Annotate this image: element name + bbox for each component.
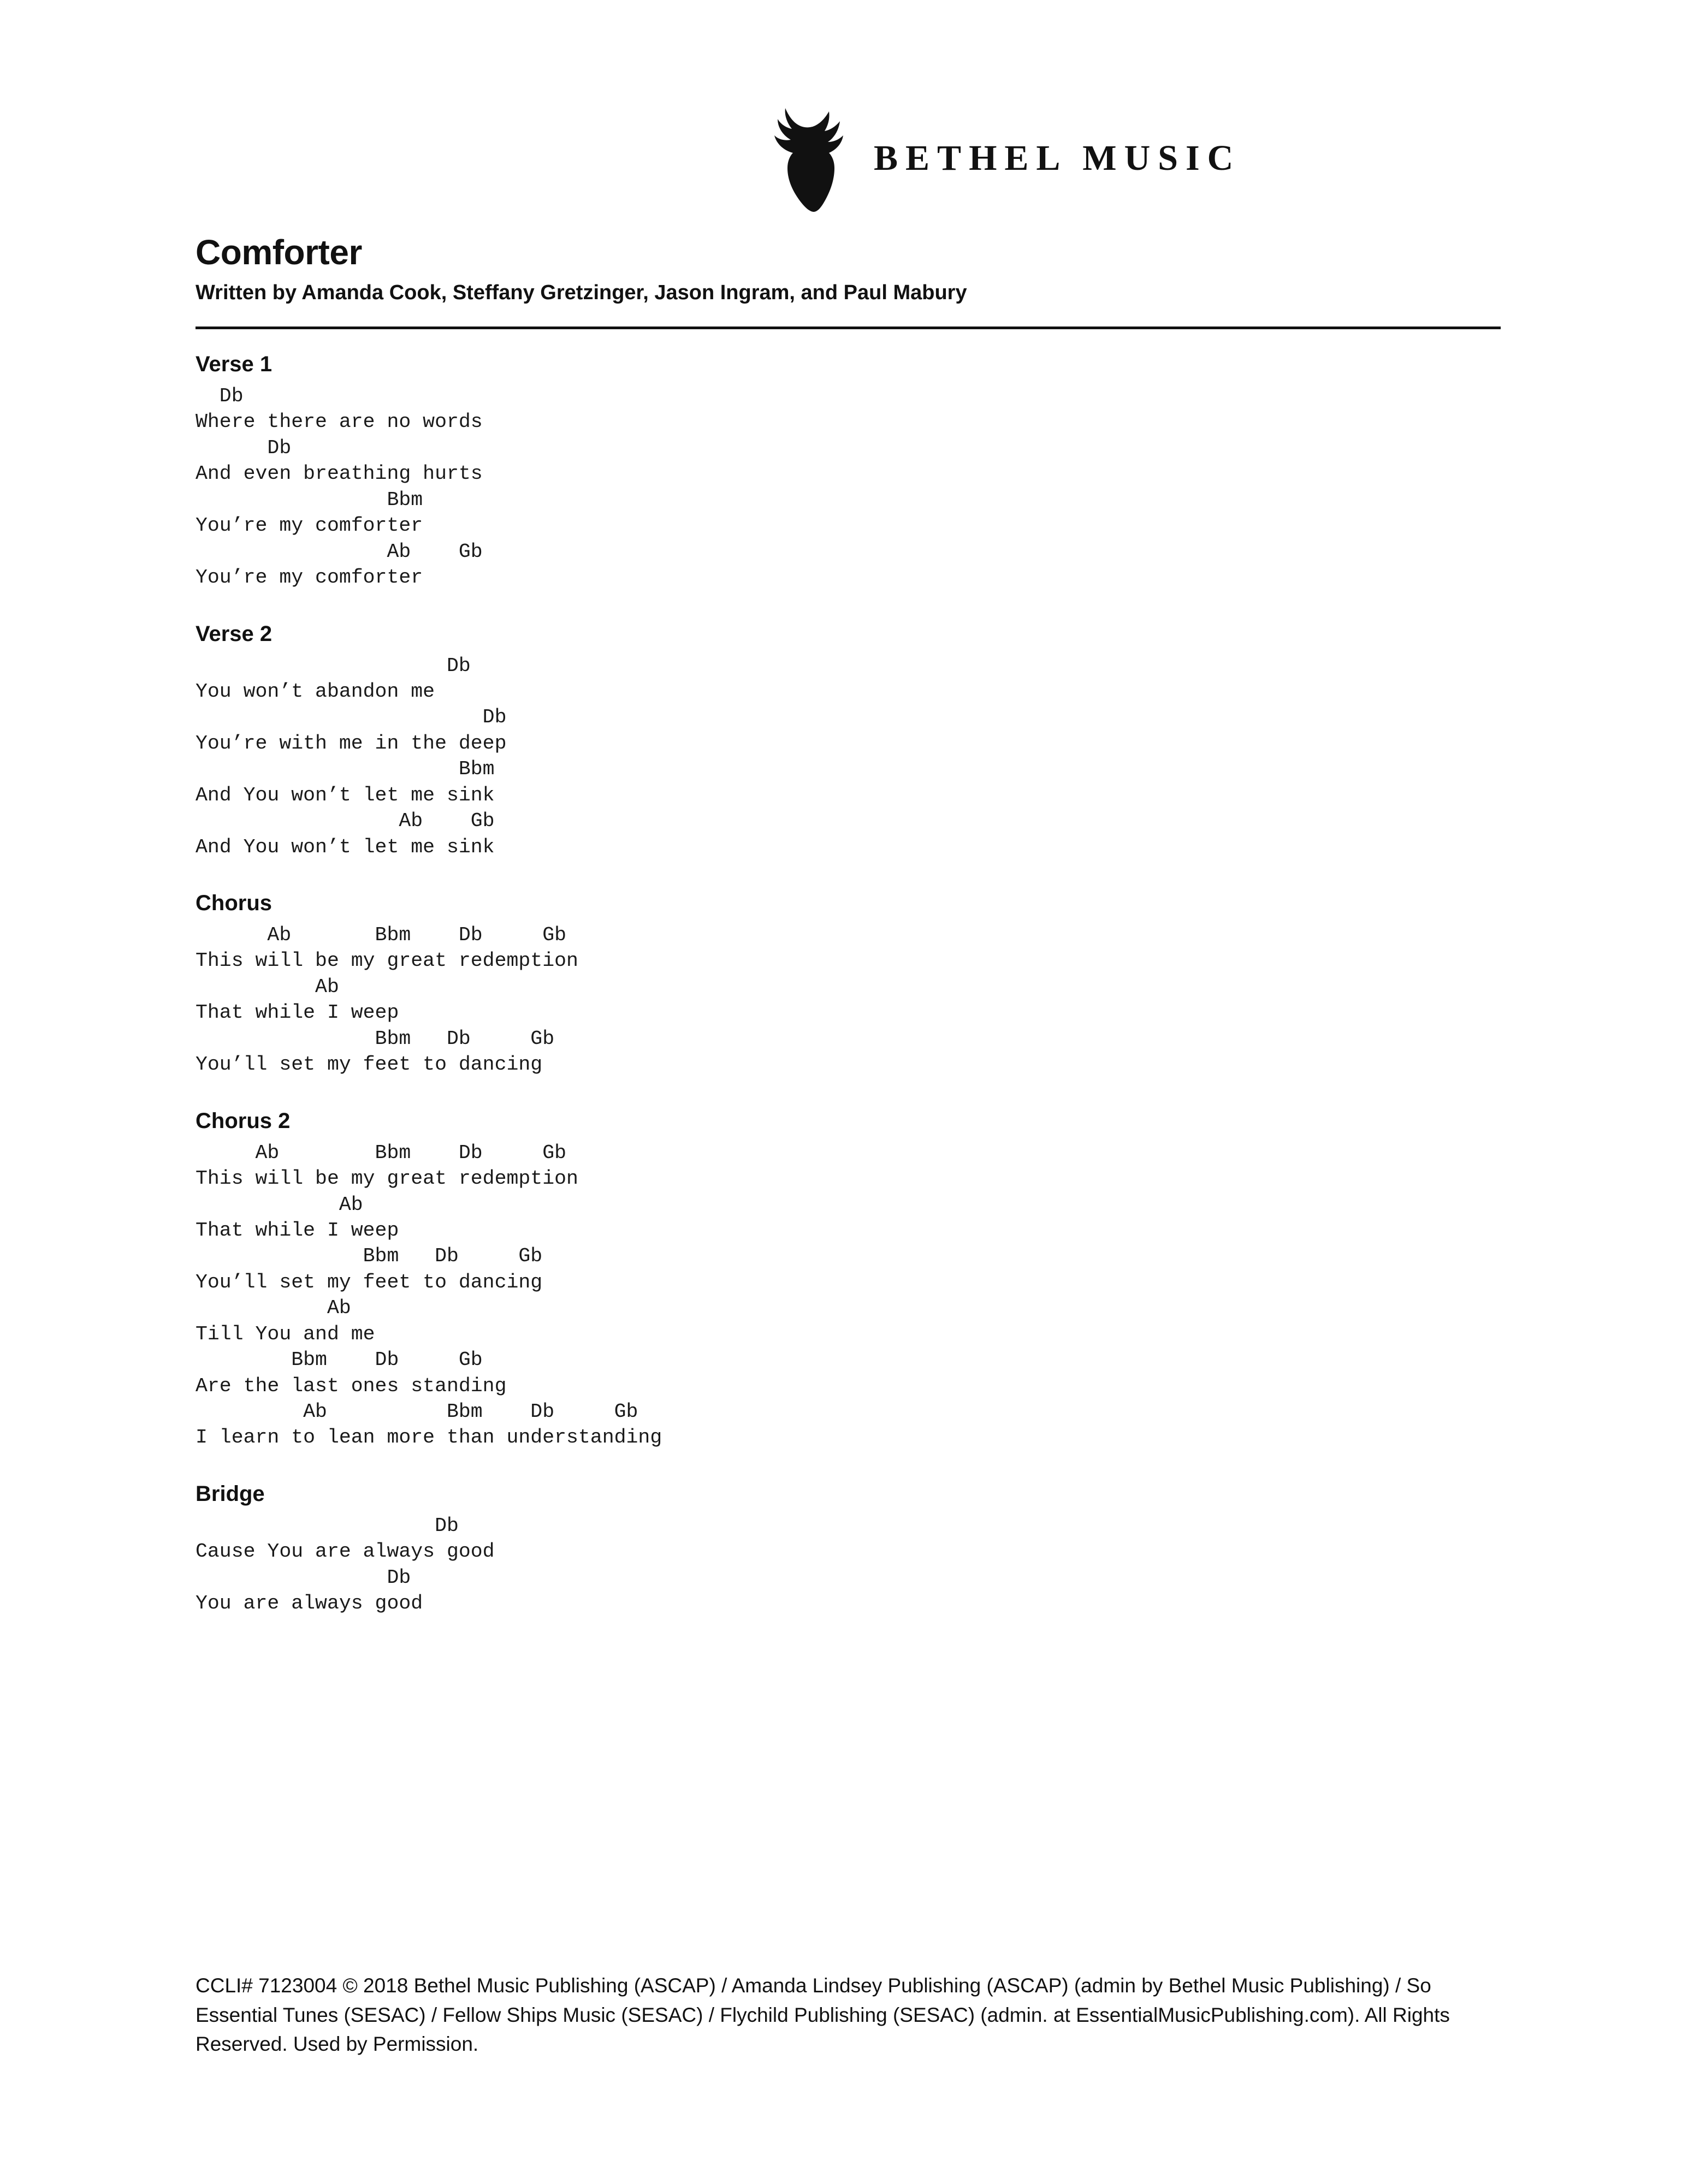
song-section — [196, 349, 1501, 591]
chord-lyric-line — [196, 1399, 1501, 1451]
song-section — [196, 1106, 1501, 1451]
section-title: Chorus 2 — [196, 1108, 291, 1133]
chord-line: Db — [196, 654, 471, 677]
bethel-music-logo — [754, 104, 1241, 213]
chord-lyric-line — [196, 1513, 1501, 1565]
chord-lyric-line — [196, 808, 1501, 860]
copyright-footer: CCLI# 7123004 © 2018 Bethel Music Publishing (ASCAP) / Amanda Lindsey Publishing (ASCAP) (admin by Bethel Music Publishing) / So Essential Tunes (SESAC) / Fellow Ships Music (SESAC) / Flychild Publishing (SESAC) (admin. at EssentialMusicPublishing.com). All Rights Reserved. Used by Permission. — [196, 1974, 1450, 2056]
lyric-line: You are always good — [196, 1592, 423, 1615]
chord-lyric-line — [196, 1347, 1501, 1399]
chord-line: Db — [196, 706, 507, 729]
chord-lyric-line — [196, 922, 1501, 974]
section-title: Bridge — [196, 1481, 265, 1506]
lyric-line: I learn to lean more than understanding — [196, 1426, 662, 1449]
chord-lyric-line — [196, 383, 1501, 435]
chord-lyric-line — [196, 704, 1501, 756]
song-section — [196, 888, 1501, 1078]
chord-line: Db — [196, 436, 292, 459]
section-title: Verse 1 — [196, 352, 273, 376]
chord-lyric-line — [196, 1026, 1501, 1078]
lyric-line: You’ll set my feet to dancing — [196, 1271, 543, 1293]
lyric-line: And even breathing hurts — [196, 462, 483, 485]
section-title: Verse 2 — [196, 621, 273, 646]
chord-lyric-line — [196, 539, 1501, 591]
section-title: Chorus — [196, 891, 272, 915]
song-body — [196, 349, 1501, 1645]
song-byline: Written by Amanda Cook, Steffany Gretzinger, Jason Ingram, and Paul Mabury — [196, 281, 967, 304]
chord-lyric-line — [196, 487, 1501, 539]
chord-line: Ab Gb — [196, 540, 483, 563]
chord-line: Db — [196, 1566, 411, 1589]
chord-line: Bbm Db Gb — [196, 1349, 483, 1372]
lyric-line: You’re my comforter — [196, 566, 423, 589]
chord-lyric-line — [196, 974, 1501, 1026]
lyric-line: Are the last ones standing — [196, 1374, 507, 1397]
lyric-line: That while I weep — [196, 1001, 399, 1024]
chord-line: Db — [196, 1514, 459, 1537]
logo-wordmark: BETHEL MUSIC — [874, 138, 1241, 178]
lyric-line: That while I weep — [196, 1219, 399, 1242]
chord-line: Bbm — [196, 758, 495, 781]
chord-line: Db — [196, 385, 244, 407]
lyric-line: Cause You are always good — [196, 1540, 495, 1563]
lyric-line: You won’t abandon me — [196, 680, 435, 703]
chord-lyric-line — [196, 1140, 1501, 1192]
header-divider — [196, 327, 1501, 329]
song-section — [196, 1479, 1501, 1617]
chord-lyric-line — [196, 1565, 1501, 1617]
chord-line: Ab — [196, 1193, 363, 1216]
lyric-line: And You won’t let me sink — [196, 784, 495, 806]
chord-lyric-line — [196, 1192, 1501, 1244]
chord-line: Ab — [196, 975, 339, 998]
chord-lyric-line — [196, 653, 1501, 705]
chord-line: Ab — [196, 1297, 351, 1320]
lyric-line: And You won’t let me sink — [196, 835, 495, 858]
chord-line: Bbm — [196, 488, 423, 511]
page-title: Comforter — [196, 233, 362, 272]
chord-line: Bbm Db Gb — [196, 1245, 543, 1268]
chord-line: Bbm Db Gb — [196, 1027, 555, 1050]
chord-lyric-line — [196, 756, 1501, 808]
chord-lyric-line — [196, 1295, 1501, 1347]
lyric-line: Where there are no words — [196, 411, 483, 434]
chord-line: Ab Gb — [196, 810, 495, 833]
lyric-line: This will be my great redemption — [196, 949, 578, 972]
chord-lyric-line — [196, 1243, 1501, 1295]
lyric-line: Till You and me — [196, 1322, 375, 1345]
lyric-line: You’re with me in the deep — [196, 732, 507, 755]
song-section — [196, 619, 1501, 860]
lyric-line: This will be my great redemption — [196, 1167, 578, 1190]
lyric-line: You’ll set my feet to dancing — [196, 1053, 543, 1076]
chord-line: Ab Bbm Db Gb — [196, 1141, 567, 1164]
chord-line: Ab Bbm Db Gb — [196, 924, 567, 946]
lyric-line: You’re my comforter — [196, 514, 423, 537]
chord-line: Ab Bbm Db Gb — [196, 1400, 638, 1423]
deer-head-icon — [754, 104, 852, 213]
chord-lyric-line — [196, 435, 1501, 487]
